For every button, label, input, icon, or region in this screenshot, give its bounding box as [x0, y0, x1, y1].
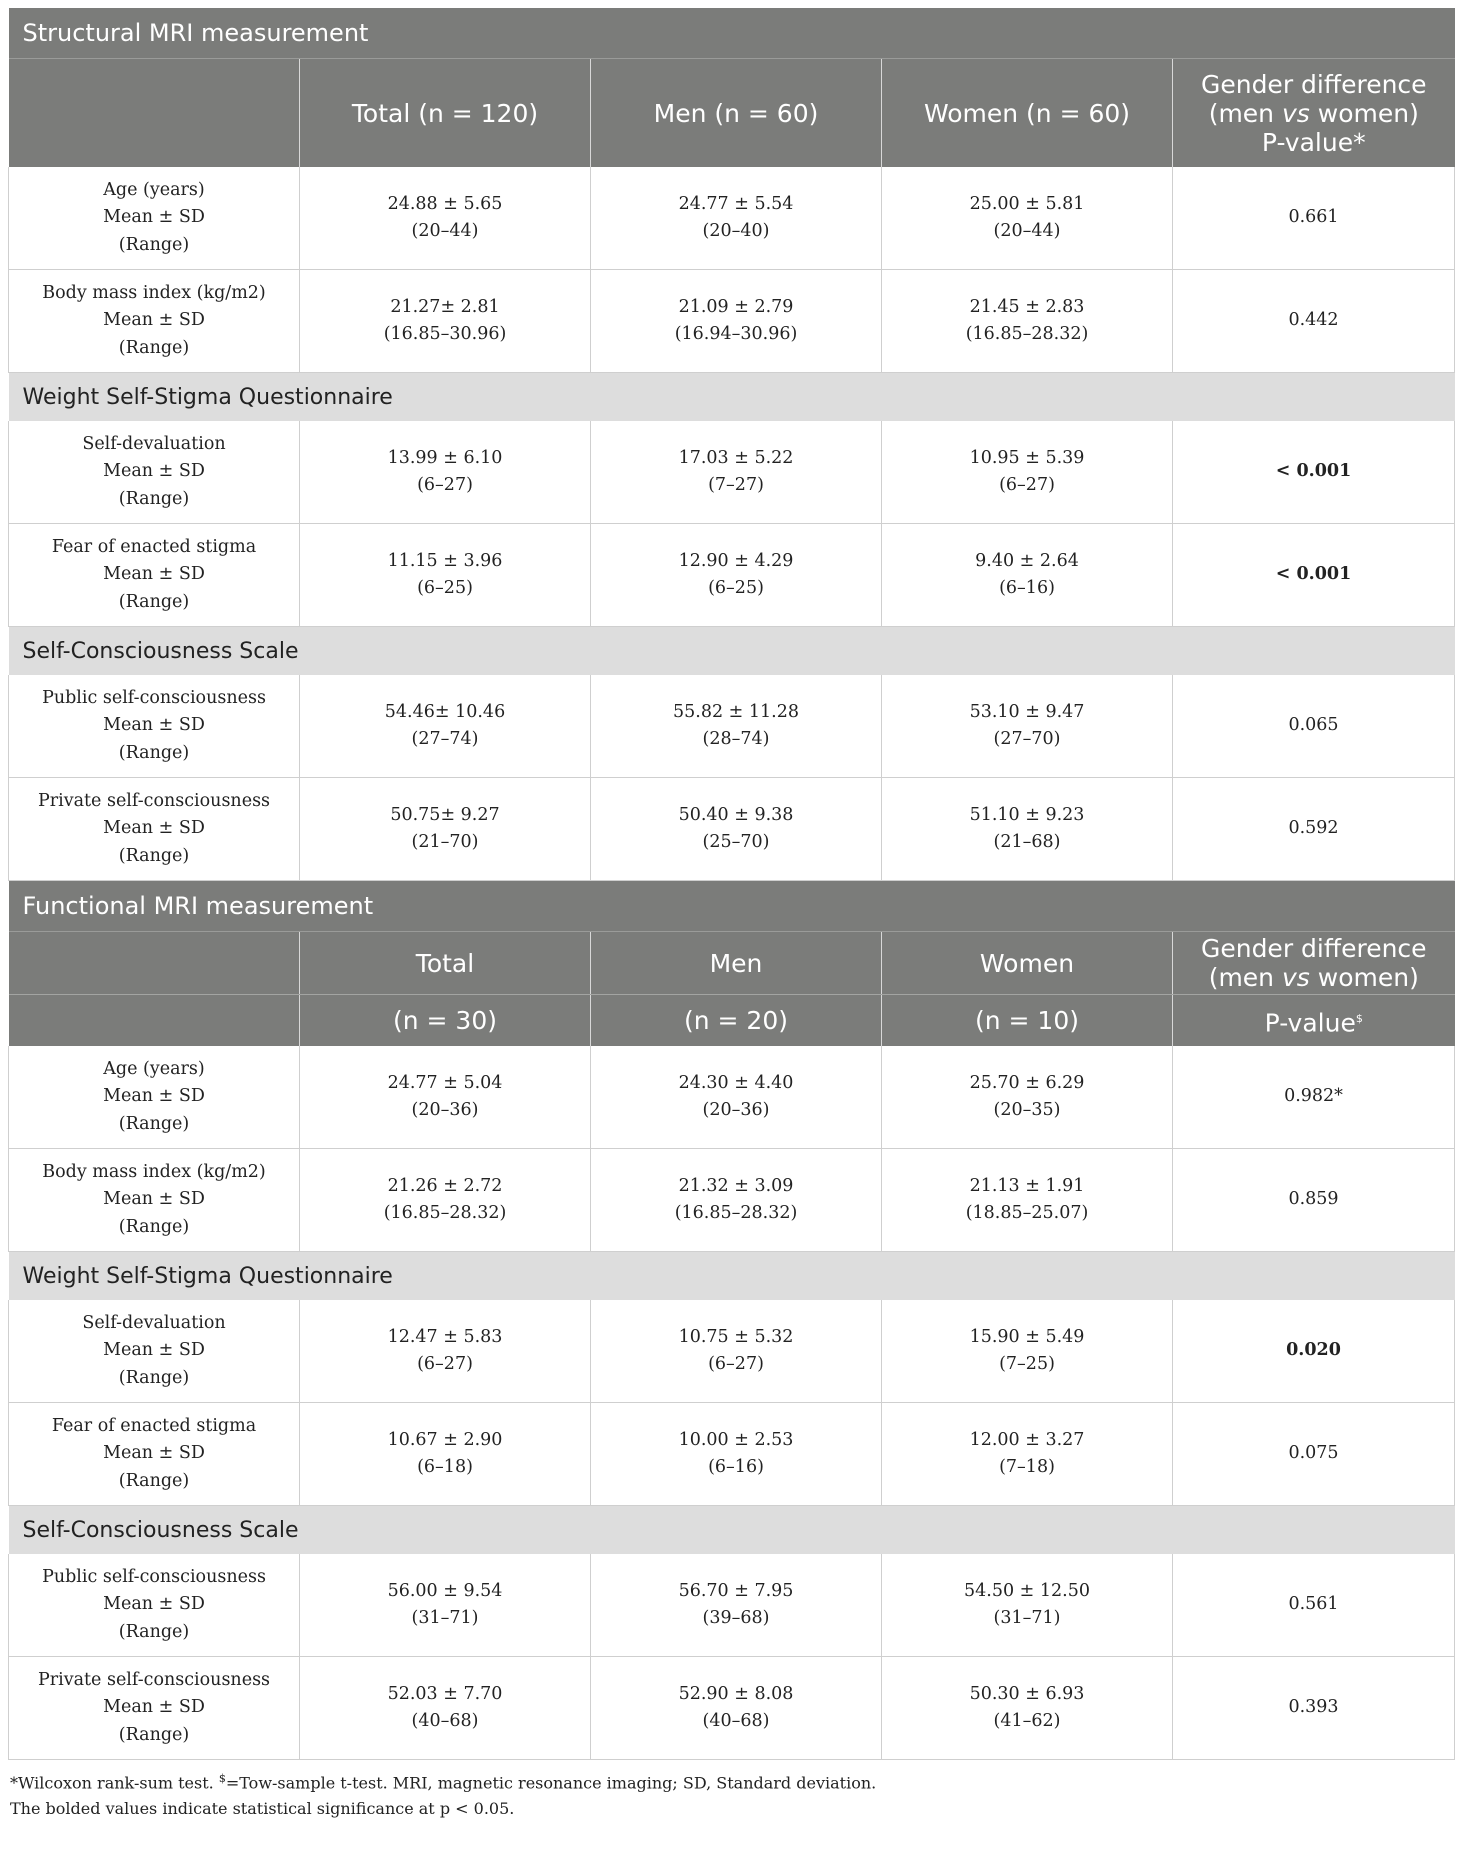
structural-column-header — [9, 59, 1455, 168]
row-label-stat: Mean ± SD — [103, 1697, 205, 1718]
cell-total-mean: 50.75± 9.27 — [390, 804, 500, 825]
cell-total-range: (40–68) — [411, 1711, 479, 1731]
cell-men-mean: 56.70 ± 7.95 — [678, 1580, 794, 1601]
row-label-title: Self-devaluation — [82, 433, 226, 454]
cell-men-range: (20–40) — [702, 221, 770, 241]
cell-men-range: (7–27) — [708, 475, 764, 495]
cell-total — [300, 1554, 591, 1657]
cell-men-range: (6–27) — [708, 1354, 764, 1374]
cell-men-mean: 21.32 ± 3.09 — [678, 1175, 794, 1196]
pvalue-header-line1: Gender difference — [1200, 934, 1427, 963]
pvalue: 0.020 — [1286, 1340, 1341, 1361]
column-header-label: Women (n = 60) — [923, 98, 1131, 128]
pvalue: 0.661 — [1288, 207, 1339, 228]
cell-total — [300, 167, 591, 270]
pvalue: < 0.001 — [1275, 461, 1352, 482]
cell-men-mean: 24.77 ± 5.54 — [678, 193, 794, 214]
cell-men-mean: 50.40 ± 9.38 — [678, 804, 794, 825]
cell-total-range: (6–18) — [417, 1457, 473, 1477]
row-label-range: (Range) — [118, 1621, 190, 1642]
column-header — [591, 932, 882, 995]
row-label-title: Public self-consciousness — [42, 687, 266, 708]
row-label-title: Fear of enacted stigma — [51, 536, 257, 557]
cell-total-range: (6–27) — [417, 475, 473, 495]
cell-men — [591, 1403, 882, 1506]
row-label-stat: Mean ± SD — [103, 564, 205, 585]
cell-men — [591, 1554, 882, 1657]
cell-women — [882, 1403, 1173, 1506]
cell-women-range: (41–62) — [993, 1711, 1061, 1731]
cell-women-mean: 21.13 ± 1.91 — [969, 1175, 1085, 1196]
row-label — [9, 524, 300, 627]
cell-women-range: (20–35) — [993, 1100, 1061, 1120]
column-subheader — [300, 995, 591, 1047]
pvalue: < 0.001 — [1275, 564, 1352, 585]
pvalue: 0.065 — [1288, 715, 1339, 736]
cell-women-mean: 25.00 ± 5.81 — [969, 193, 1085, 214]
row-label-stat: Mean ± SD — [103, 715, 205, 736]
pvalue: 0.561 — [1288, 1594, 1339, 1615]
cell-women-mean: 54.50 ± 12.50 — [964, 1580, 1090, 1601]
table-figure — [8, 8, 1454, 1822]
column-header — [300, 932, 591, 995]
functional-wssq-header — [9, 1252, 1455, 1301]
cell-men-range: (39–68) — [702, 1608, 770, 1628]
table-row — [9, 270, 1455, 373]
column-header — [300, 59, 591, 168]
cell-women — [882, 1657, 1173, 1760]
pvalue-header-line3 — [1173, 128, 1455, 157]
pvalue-sup: $ — [1355, 1011, 1363, 1025]
cell-pvalue — [1173, 1046, 1455, 1149]
pvalue-header-vs: vs — [1281, 98, 1310, 128]
row-label-stat: Mean ± SD — [103, 818, 205, 839]
pvalue-header — [1173, 59, 1455, 168]
cell-total — [300, 421, 591, 524]
row-label-range: (Range) — [118, 1367, 190, 1388]
column-header — [882, 59, 1173, 168]
row-label — [9, 167, 300, 270]
cell-total — [300, 1657, 591, 1760]
cell-men — [591, 167, 882, 270]
table-row — [9, 421, 1455, 524]
cell-women-range: (16.85–28.32) — [965, 324, 1089, 344]
cell-men-mean: 12.90 ± 4.29 — [678, 550, 794, 571]
cell-men-mean: 52.90 ± 8.08 — [678, 1683, 794, 1704]
cell-men-mean: 21.09 ± 2.79 — [678, 296, 794, 317]
row-label-stat: Mean ± SD — [103, 1443, 205, 1464]
row-label — [9, 1403, 300, 1506]
cell-total-mean: 52.03 ± 7.70 — [387, 1683, 503, 1704]
cell-pvalue — [1173, 778, 1455, 881]
cell-total-mean: 24.77 ± 5.04 — [387, 1072, 503, 1093]
cell-pvalue — [1173, 1300, 1455, 1403]
column-header — [882, 932, 1173, 995]
row-label-range: (Range) — [118, 1724, 190, 1745]
cell-men-range: (28–74) — [702, 729, 770, 749]
cell-women — [882, 1300, 1173, 1403]
cell-total-range: (16.85–28.32) — [383, 1203, 507, 1223]
row-label-title: Public self-consciousness — [42, 1566, 266, 1587]
cell-total-mean: 11.15 ± 3.96 — [387, 550, 503, 571]
row-label — [9, 270, 300, 373]
cell-women — [882, 167, 1173, 270]
cell-total-range: (20–36) — [411, 1100, 479, 1120]
column-subheader — [882, 995, 1173, 1047]
pvalue: 0.393 — [1288, 1697, 1339, 1718]
row-label-range: (Range) — [118, 1470, 190, 1491]
column-header — [9, 59, 300, 168]
cell-women-range: (7–18) — [999, 1457, 1055, 1477]
functional-scs-header — [9, 1506, 1455, 1555]
row-label-stat: Mean ± SD — [103, 1189, 205, 1210]
cell-men — [591, 1657, 882, 1760]
row-label-range: (Range) — [118, 234, 190, 255]
cell-total-mean: 54.46± 10.46 — [384, 701, 506, 722]
functional-column-header — [9, 932, 1455, 995]
pvalue-header-men: (men — [1208, 98, 1282, 128]
column-header — [591, 59, 882, 168]
cell-women — [882, 270, 1173, 373]
cell-total — [300, 675, 591, 778]
row-label — [9, 675, 300, 778]
cell-men-mean: 10.00 ± 2.53 — [678, 1429, 794, 1450]
pvalue-header-vs: vs — [1281, 963, 1310, 992]
cell-men-mean: 24.30 ± 4.40 — [678, 1072, 794, 1093]
cell-women-range: (21–68) — [993, 832, 1061, 852]
pvalue-subheader — [1173, 995, 1455, 1047]
row-label-stat: Mean ± SD — [103, 310, 205, 331]
row-label-range: (Range) — [118, 1216, 190, 1237]
cell-women-mean: 53.10 ± 9.47 — [969, 701, 1085, 722]
cell-women — [882, 1554, 1173, 1657]
table-row — [9, 524, 1455, 627]
row-label-range: (Range) — [118, 591, 190, 612]
cell-pvalue — [1173, 1149, 1455, 1252]
cell-men — [591, 778, 882, 881]
cell-women — [882, 421, 1173, 524]
pvalue-header-women: women) — [1309, 98, 1419, 128]
cell-pvalue — [1173, 421, 1455, 524]
row-label-range: (Range) — [118, 742, 190, 763]
cell-pvalue — [1173, 1554, 1455, 1657]
pvalue-header-women: women) — [1309, 963, 1419, 992]
column-subheader-label: (n = 20) — [683, 1006, 788, 1035]
cell-women-mean: 9.40 ± 2.64 — [975, 550, 1079, 571]
cell-total-range: (21–70) — [411, 832, 479, 852]
pvalue: 0.592 — [1288, 818, 1339, 839]
column-header-label: Men — [709, 948, 763, 978]
table-row — [9, 1554, 1455, 1657]
cell-men-range: (25–70) — [702, 832, 770, 852]
row-label-range: (Range) — [118, 488, 190, 509]
row-label-title: Private self-consciousness — [37, 790, 271, 811]
cell-men-mean: 55.82 ± 11.28 — [673, 701, 799, 722]
cell-women-mean: 15.90 ± 5.49 — [969, 1326, 1085, 1347]
row-label — [9, 1046, 300, 1149]
cell-pvalue — [1173, 1403, 1455, 1506]
cell-men-range: (6–16) — [708, 1457, 764, 1477]
row-label-stat: Mean ± SD — [103, 1086, 205, 1107]
pvalue: 0.442 — [1288, 310, 1339, 331]
cell-total-mean: 21.26 ± 2.72 — [387, 1175, 503, 1196]
pvalue-label: P-value — [1264, 1008, 1356, 1038]
cell-total-mean: 56.00 ± 9.54 — [387, 1580, 503, 1601]
row-label-stat: Mean ± SD — [103, 461, 205, 482]
cell-women-mean: 21.45 ± 2.83 — [969, 296, 1085, 317]
cell-women — [882, 1046, 1173, 1149]
pvalue: 0.075 — [1288, 1443, 1339, 1464]
cell-women — [882, 524, 1173, 627]
row-label-title: Self-devaluation — [82, 1312, 226, 1333]
column-subheader-label: (n = 30) — [392, 1006, 497, 1035]
cell-women — [882, 778, 1173, 881]
table-row — [9, 1300, 1455, 1403]
pvalue-header — [1173, 932, 1455, 995]
functional-column-subheader — [9, 995, 1455, 1047]
structural-section-header-title: Structural MRI measurement — [22, 19, 369, 47]
cell-total-range: (27–74) — [411, 729, 479, 749]
cell-men-range: (40–68) — [702, 1711, 770, 1731]
table-row — [9, 675, 1455, 778]
cell-men — [591, 421, 882, 524]
cell-total-range: (16.85–30.96) — [383, 324, 507, 344]
cell-men-range: (16.85–28.32) — [674, 1203, 798, 1223]
cell-women-range: (27–70) — [993, 729, 1061, 749]
row-label-title: Body mass index (kg/m2) — [42, 282, 266, 303]
column-header-label: Total — [415, 948, 475, 978]
column-subheader — [9, 995, 300, 1047]
row-label — [9, 1657, 300, 1760]
cell-total — [300, 270, 591, 373]
cell-men — [591, 1149, 882, 1252]
cell-women-mean: 51.10 ± 9.23 — [969, 804, 1085, 825]
column-header-label: Men (n = 60) — [653, 98, 819, 128]
cell-women-mean: 12.00 ± 3.27 — [969, 1429, 1085, 1450]
cell-total — [300, 1149, 591, 1252]
cell-total-range: (6–27) — [417, 1354, 473, 1374]
cell-total-range: (31–71) — [411, 1608, 479, 1628]
cell-women-mean: 10.95 ± 5.39 — [969, 447, 1085, 468]
cell-men-range: (6–25) — [708, 578, 764, 598]
cell-women — [882, 1149, 1173, 1252]
table-row — [9, 1046, 1455, 1149]
row-label-title: Body mass index (kg/m2) — [42, 1161, 266, 1182]
row-label-range: (Range) — [118, 845, 190, 866]
column-subheader-label: (n = 10) — [974, 1006, 1079, 1035]
column-subheader — [591, 995, 882, 1047]
pvalue-label: P-value* — [1261, 127, 1366, 157]
cell-men-mean: 17.03 ± 5.22 — [678, 447, 794, 468]
row-label-title: Fear of enacted stigma — [51, 1415, 257, 1436]
cell-men-range: (20–36) — [702, 1100, 770, 1120]
cell-men — [591, 1300, 882, 1403]
cell-total-mean: 13.99 ± 6.10 — [387, 447, 503, 468]
row-label — [9, 778, 300, 881]
cell-total-mean: 24.88 ± 5.65 — [387, 193, 503, 214]
footnote-line-2: The bolded values indicate statistical significance at p < 0.05. — [10, 1799, 515, 1819]
row-label — [9, 1554, 300, 1657]
structural-scs-header-title: Self-Consciousness Scale — [22, 638, 299, 664]
row-label-title: Private self-consciousness — [37, 1669, 271, 1690]
cell-men-mean: 10.75 ± 5.32 — [678, 1326, 794, 1347]
cell-pvalue — [1173, 270, 1455, 373]
cell-total-mean: 21.27± 2.81 — [390, 296, 500, 317]
row-label-range: (Range) — [118, 1113, 190, 1134]
cell-women-range: (6–16) — [999, 578, 1055, 598]
cell-women-range: (20–44) — [993, 221, 1061, 241]
structural-section-header — [9, 8, 1455, 59]
functional-wssq-header-title: Weight Self-Stigma Questionnaire — [22, 1263, 393, 1289]
cell-pvalue — [1173, 167, 1455, 270]
cell-men — [591, 1046, 882, 1149]
table-footnote — [8, 1766, 1454, 1822]
cell-men-range: (16.94–30.96) — [674, 324, 798, 344]
cell-women-range: (18.85–25.07) — [965, 1203, 1089, 1223]
column-header-label: Total (n = 120) — [351, 98, 539, 128]
row-label-range: (Range) — [118, 337, 190, 358]
functional-scs-header-title: Self-Consciousness Scale — [22, 1517, 299, 1543]
row-label-stat: Mean ± SD — [103, 1340, 205, 1361]
cell-total-mean: 10.67 ± 2.90 — [387, 1429, 503, 1450]
cell-total — [300, 1300, 591, 1403]
table-row — [9, 1657, 1455, 1760]
cell-total — [300, 1403, 591, 1506]
cell-men — [591, 270, 882, 373]
structural-wssq-header — [9, 373, 1455, 422]
cell-pvalue — [1173, 524, 1455, 627]
row-label — [9, 421, 300, 524]
row-label — [9, 1149, 300, 1252]
table-row — [9, 1403, 1455, 1506]
pvalue-header-line1: Gender difference — [1200, 69, 1427, 99]
column-header — [9, 932, 300, 995]
cell-total-range: (6–25) — [417, 578, 473, 598]
cell-women-range: (31–71) — [993, 1608, 1061, 1628]
structural-scs-header — [9, 627, 1455, 676]
cell-total — [300, 778, 591, 881]
demographics-table — [8, 8, 1455, 1760]
pvalue-header-men: (men — [1208, 963, 1282, 992]
table-row — [9, 1149, 1455, 1252]
cell-men — [591, 675, 882, 778]
cell-total — [300, 524, 591, 627]
functional-section-header — [9, 881, 1455, 932]
pvalue-header-line2 — [1173, 99, 1455, 128]
row-label — [9, 1300, 300, 1403]
cell-women-mean: 50.30 ± 6.93 — [969, 1683, 1085, 1704]
row-label-stat: Mean ± SD — [103, 207, 205, 228]
cell-women-mean: 25.70 ± 6.29 — [969, 1072, 1085, 1093]
functional-section-header-title: Functional MRI measurement — [22, 892, 374, 920]
row-label-title: Age (years) — [103, 1058, 205, 1079]
cell-women-range: (6–27) — [999, 475, 1055, 495]
row-label-stat: Mean ± SD — [103, 1594, 205, 1615]
row-label-title: Age (years) — [103, 179, 205, 200]
cell-women-range: (7–25) — [999, 1354, 1055, 1374]
structural-wssq-header-title: Weight Self-Stigma Questionnaire — [22, 384, 393, 410]
cell-men — [591, 524, 882, 627]
pvalue-header-line2 — [1173, 963, 1455, 992]
table-row — [9, 778, 1455, 881]
cell-pvalue — [1173, 675, 1455, 778]
cell-total-mean: 12.47 ± 5.83 — [387, 1326, 503, 1347]
cell-pvalue — [1173, 1657, 1455, 1760]
column-header-label: Women — [979, 948, 1075, 978]
footnote-line-1: *Wilcoxon rank-sum test. $=Tow-sample t-test. MRI, magnetic resonance imaging; SD, Standard deviation. — [10, 1772, 877, 1793]
cell-women — [882, 675, 1173, 778]
pvalue: 0.982* — [1284, 1086, 1343, 1107]
cell-total-range: (20–44) — [411, 221, 479, 241]
cell-total — [300, 1046, 591, 1149]
pvalue: 0.859 — [1288, 1189, 1339, 1210]
table-row — [9, 167, 1455, 270]
